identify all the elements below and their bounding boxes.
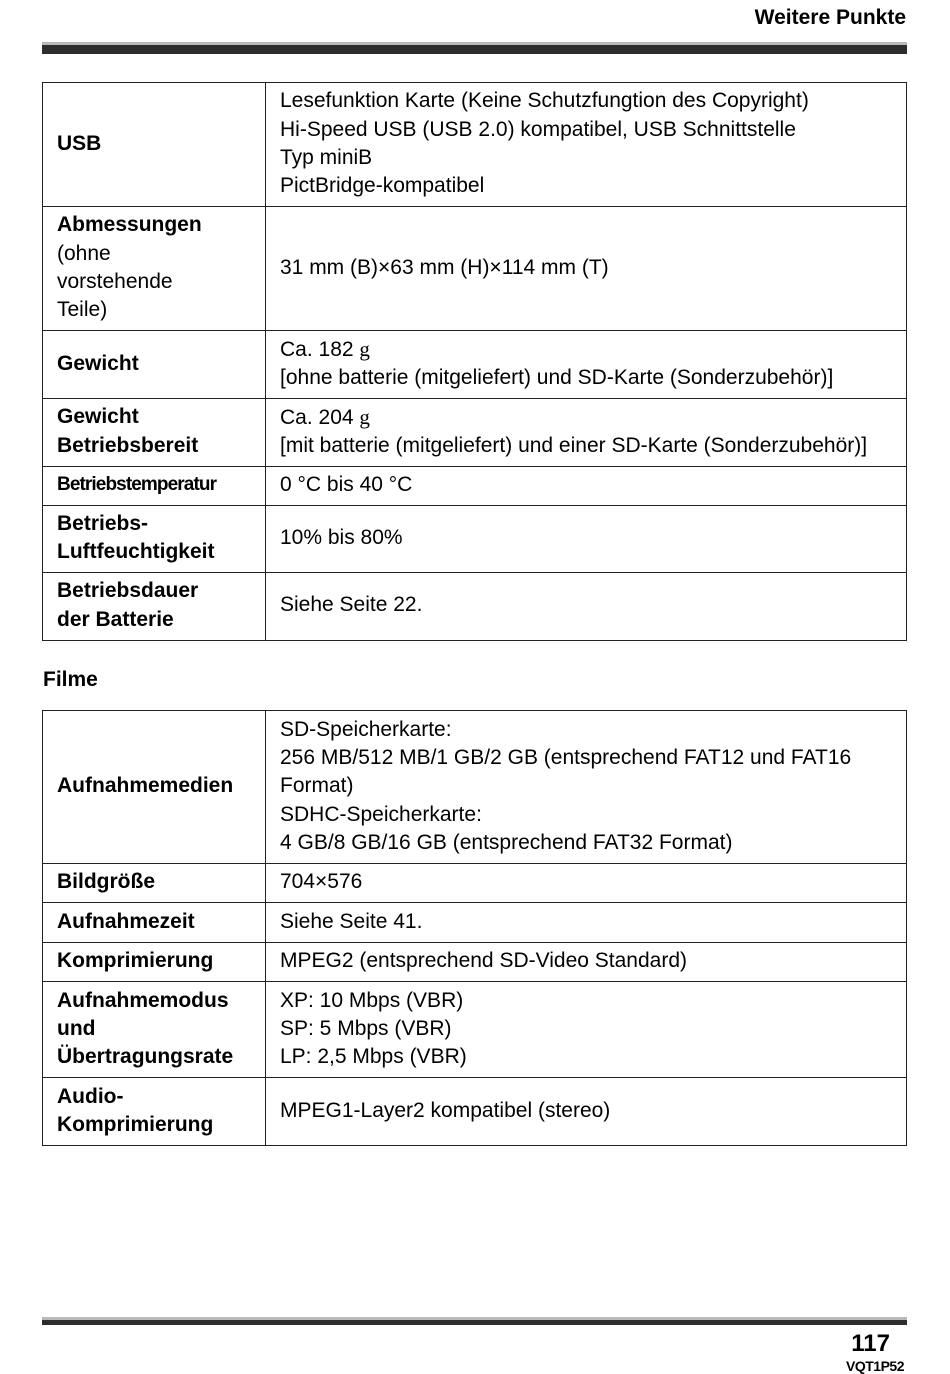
row-value: Ca. 204 g [mit batterie (mitgeliefert) und einer SD-Karte (Sonderzubehör)] <box>266 398 907 466</box>
row-label: Aufnahmezeit <box>43 903 266 943</box>
row-label: Audio- Komprimierung <box>43 1078 266 1146</box>
row-value: Siehe Seite 41. <box>266 903 907 943</box>
table-row <box>43 943 907 982</box>
table-row <box>43 207 907 331</box>
row-value: MPEG1-Layer2 kompatibel (stereo) <box>266 1078 907 1146</box>
row-value: Ca. 182 g [ohne batterie (mitgeliefert) und SD-Karte (Sonderzubehör)] <box>266 331 907 399</box>
row-value: 704×576 <box>266 864 907 903</box>
table-row <box>43 398 907 466</box>
row-label: Betriebs- Luftfeuchtigkeit <box>43 505 266 572</box>
row-label: Aufnahmemedien <box>43 711 266 864</box>
header-rule <box>42 42 907 54</box>
row-label: USB <box>43 83 266 207</box>
row-value: Siehe Seite 22. <box>266 572 907 640</box>
row-label: Betriebsdauer der Batterie <box>43 572 266 640</box>
table-row <box>43 1078 907 1146</box>
table-row <box>43 466 907 505</box>
row-label: Betriebstemperatur <box>43 466 266 505</box>
table-row <box>43 505 907 572</box>
specifications-table-films <box>42 710 907 1146</box>
page-header-title: Weitere Punkte <box>754 6 906 29</box>
row-value: MPEG2 (entsprechend SD-Video Standard) <box>266 943 907 982</box>
row-label: Abmessungen (ohne vorstehende Teile) <box>43 207 266 331</box>
row-label: Bildgröße <box>43 864 266 903</box>
row-value: 10% bis 80% <box>266 505 907 572</box>
specifications-table-general <box>42 82 907 641</box>
table-row <box>43 711 907 864</box>
table-row <box>43 572 907 640</box>
document-code: VQT1P52 <box>846 1358 904 1374</box>
table-row <box>43 864 907 903</box>
row-label: Komprimierung <box>43 943 266 982</box>
row-label: Gewicht <box>43 331 266 399</box>
row-value: Lesefunktion Karte (Keine Schutzfungtion des Copyright) Hi-Speed USB (USB 2.0) kompatibel, USB Schnittstelle Typ miniB PictBridge-kompatibel <box>266 83 907 207</box>
row-value: XP: 10 Mbps (VBR) SP: 5 Mbps (VBR) LP: 2,5 Mbps (VBR) <box>266 982 907 1078</box>
row-label: Aufnahmemodus und Übertragungsrate <box>43 982 266 1078</box>
table-row <box>43 982 907 1078</box>
footer-rule <box>42 1317 907 1325</box>
page-number: 117 <box>851 1330 890 1357</box>
table-row <box>43 331 907 399</box>
row-label: Gewicht Betriebsbereit <box>43 398 266 466</box>
row-value: SD-Speicherkarte: 256 MB/512 MB/1 GB/2 GB (entsprechend FAT12 und FAT16 Format) SDHC-Speicherkarte: 4 GB/8 GB/16 GB (entsprechend FAT32 Format) <box>266 711 907 864</box>
section-title-films: Filme <box>43 668 98 691</box>
table-row <box>43 903 907 943</box>
table-row <box>43 83 907 207</box>
row-value: 0 °C bis 40 °C <box>266 466 907 505</box>
row-value: 31 mm (B)×63 mm (H)×114 mm (T) <box>266 207 907 331</box>
